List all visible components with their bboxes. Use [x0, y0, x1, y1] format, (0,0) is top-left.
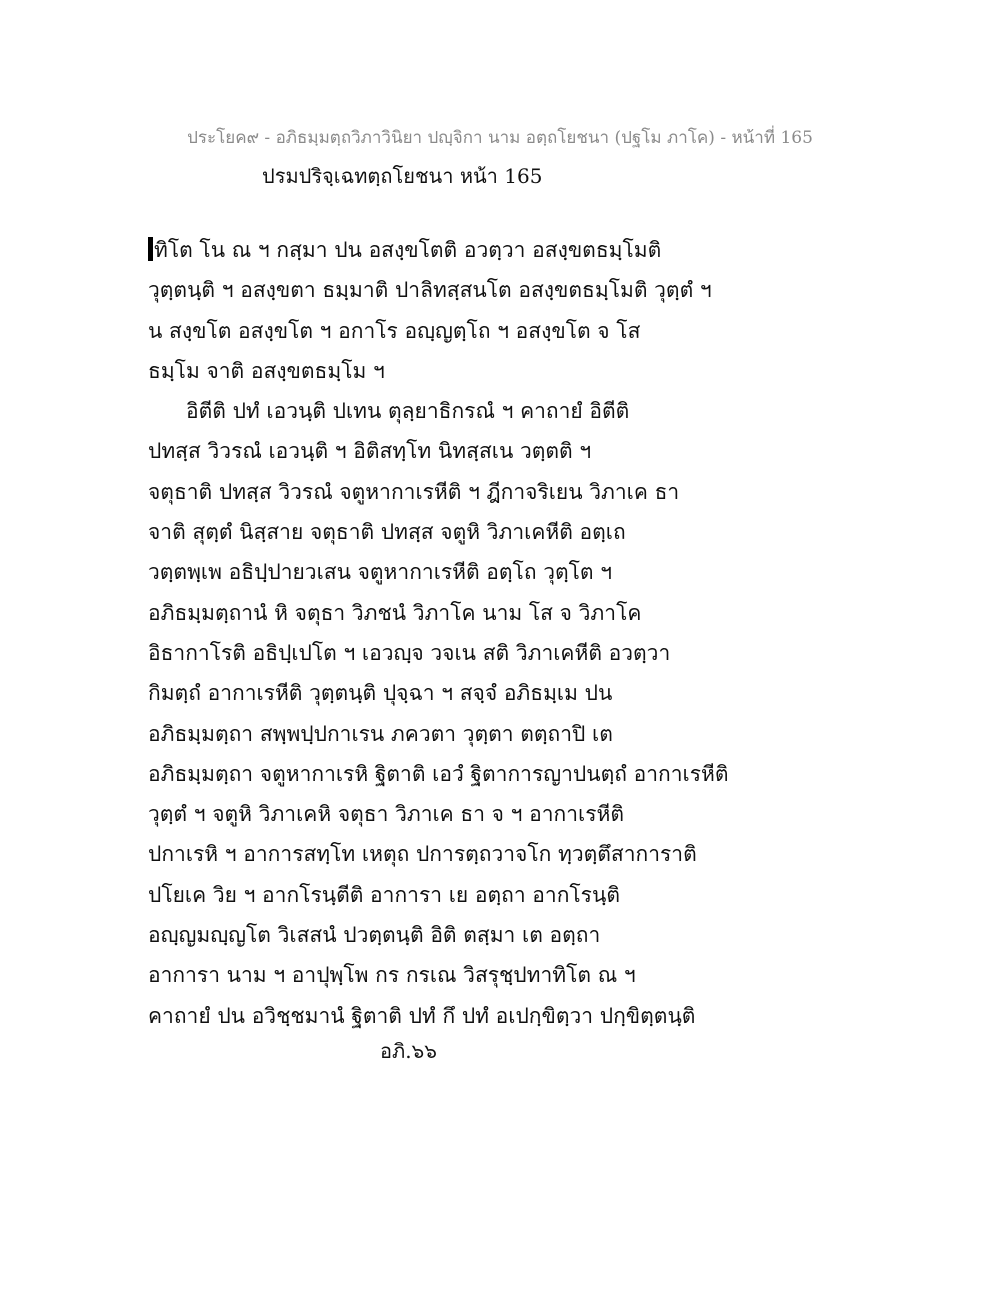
text-line: ปกาเรหิ ฯ อาการสทฺโท เหตุถ ปการตฺถวาจโก ทฺวตฺตึสาการาติ — [148, 842, 697, 867]
text-cursor-marker — [148, 237, 153, 261]
text-line: น สงฺขโต อสงฺขโต ฯ อกาโร อญฺญตฺโถ ฯ อสงฺขโต จ โส — [148, 318, 641, 343]
body-text — [148, 230, 729, 1036]
text-line: อญฺญมญฺญโต วิเสสนํ ปวตฺตนฺติ อิติ ตสฺมา เต อตฺถา — [148, 923, 601, 948]
text-line: วุตฺตํ ฯ จตูหิ วิภาเคหิ จตุธา วิภาเค ธา จ ฯ อากาเรหีติ — [148, 802, 624, 827]
text-line: ทิโต โน ณ ฯ กสฺมา ปน อสงฺขโตติ อวตฺวา อสงฺขตธมฺโมติ — [148, 230, 708, 270]
text-line: อภิธมฺมตฺถา สพฺพปฺปกาเรน ภควตา วุตฺตา ตตฺถาปิ เต — [148, 721, 613, 746]
text-line: อภิธมฺมตฺถา จตูหากาเรหิ ฐิตาติ เอวํ ฐิตาการญาปนตฺถํ อากาเรหีติ — [148, 761, 729, 786]
paragraph-start-line: อิตีติ ปทํ เอวนฺติ ปเทน ตุลฺยาธิกรณํ ฯ คาถายํ อิตีติ — [186, 399, 630, 424]
running-header — [0, 124, 1000, 151]
text-line: ธมฺโม จาติ อสงฺขตธมฺโม ฯ — [148, 358, 385, 383]
footnote-reference: อภิ.๖๖ — [380, 1039, 437, 1063]
text-line: ปทสฺส วิวรณํ เอวนฺติ ฯ อิติสทฺโท นิทสฺสเน วตฺตติ ฯ — [148, 439, 592, 464]
text-line: อิธากาโรติ อธิปฺเปโต ฯ เอวญฺจ วจเน สติ วิภาเคหีติ อวตฺวา — [148, 640, 671, 665]
text-line: จาติ สุตฺตํ นิสฺสาย จตุธาติ ปทสฺส จตูหิ วิภาเคหีติ อตฺเถ — [148, 520, 626, 545]
section-title: ปรมปริจฺเฉทตฺถโยชนา หน้า 165 — [262, 164, 543, 188]
text-line: วุตฺตนฺติ ฯ อสงฺขตา ธมฺมาติ ปาลิทสฺสนโต อสงฺขตธมฺโมติ วุตฺตํ ฯ — [148, 278, 712, 303]
text-line: ปโยเค วิย ฯ อากโรนฺตีติ อาการา เย อตฺถา อากโรนฺติ — [148, 882, 620, 907]
text-line: คาถายํ ปน อวิชฺชมานํ ฐิตาติ ปทํ กึ ปทํ อเปกฺขิตฺวา ปกฺขิตฺตนฺติ — [148, 1003, 696, 1028]
running-header-text: ประโยค๙ - อภิธมฺมตฺถวิภาวินิยา ปญฺจิกา นาม อตฺถโยชนา (ปฐโม ภาโค) - หน้าที่ 165 — [187, 128, 813, 148]
text-line: วตฺตพฺเพ อธิปฺปายวเสน จตูหากาเรหีติ อตฺโถ วุตฺโต ฯ — [148, 560, 613, 585]
text-line: อภิธมฺมตฺถานํ หิ จตุธา วิภชนํ วิภาโค นาม โส จ วิภาโค — [148, 600, 642, 625]
text-line: จตุธาติ ปทสฺส วิวรณํ จตูหากาเรหีติ ฯ ฎีกาจริเยน วิภาเค ธา — [148, 479, 680, 504]
text-line: อาการา นาม ฯ อาปุพฺโพ กร กรเณ วิสรุชฺปทาทิโต ณ ฯ — [148, 963, 636, 988]
text-line: กิมตฺถํ อากาเรหีติ วุตฺตนฺติ ปุจฺฉา ฯ สจฺจํ อภิธมฺเม ปน — [148, 681, 613, 706]
